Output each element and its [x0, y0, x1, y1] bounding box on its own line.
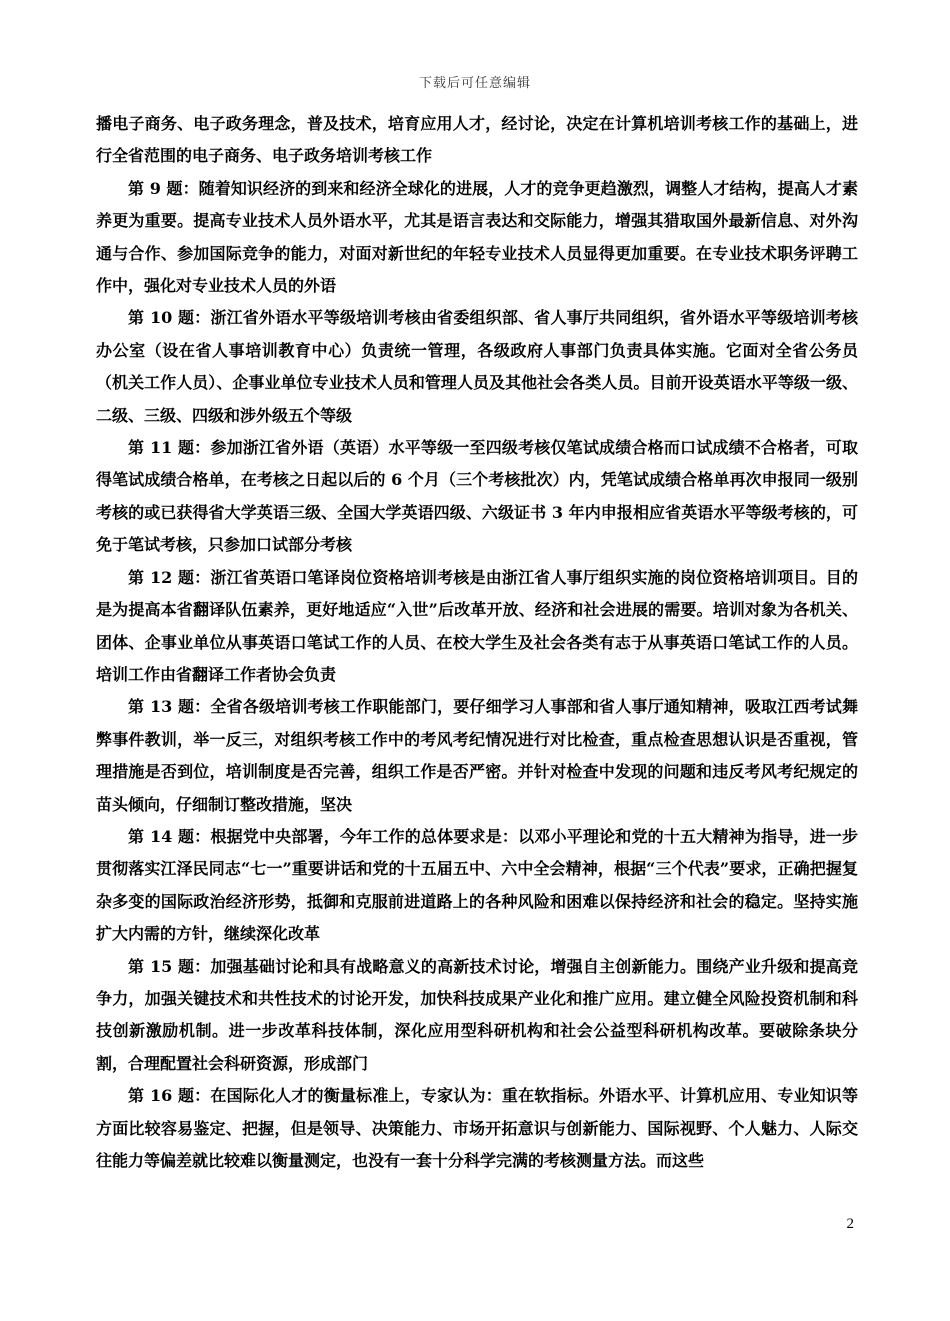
document-body: [96, 108, 858, 1177]
paragraph-question-16: 第 16 题：在国际化人才的衡量标准上，专家认为：重在软指标。外语水平、计算机应用、专业知识等方面比较容易鉴定、把握，但是领导、决策能力、市场开拓意识与创新能力、国际视野、个人魅力、人际交往能力等偏差就比较难以衡量测定，也没有一套十分科学完满的考核测量方法。而这些: [96, 1086, 858, 1170]
paragraph-question-11: 第 11 题：参加浙江省外语（英语）水平等级一至四级考核仅笔试成绩合格而口试成绩不合格者，可取得笔试成绩合格单，在考核之日起以后的 6 个月（三个考核批次）内，凭笔试成绩合格单再次申报同一级别考核的或已获得省大学英语三级、全国大学英语四级、六级证书 3 年内申报相应省英语水平等级考核的，可免于笔试考核，只参加口试部分考核: [96, 438, 858, 555]
paragraph-question-12: 第 12 题：浙江省英语口笔译岗位资格培训考核是由浙江省人事厅组织实施的岗位资格培训项目。目的是为提高本省翻译队伍素养，更好地适应“入世”后改革开放、经济和社会进展的需要。培训对象为各机关、团体、企事业单位从事英语口笔试工作的人员、在校大学生及社会各类有志于从事英语口笔试工作的人员。培训工作由省翻译工作者协会负责: [96, 567, 858, 684]
page-header: 下载后可任意编辑: [418, 76, 531, 91]
paragraph-question-15: 第 15 题：加强基础讨论和具有战略意义的高新技术讨论，增强自主创新能力。围绕产业升级和提高竞争力，加强关键技术和共性技术的讨论开发，加快科技成果产业化和推广应用。建立健全风险投资机制和科技创新激励机制。进一步改革科技体制，深化应用型科研机构和社会公益型科研机构改革。要破除条块分割，合理配置社会科研资源，形成部门: [96, 956, 858, 1073]
paragraph-continuation: 播电子商务、电子政务理念，普及技术，培育应用人才，经讨论，决定在计算机培训考核工作的基础上，进行全省范围的电子商务、电子政务培训考核工作: [96, 114, 858, 166]
paragraph-question-10: 第 10 题：浙江省外语水平等级培训考核由省委组织部、省人事厅共同组织，省外语水平等级培训考核办公室（设在省人事培训教育中心）负责统一管理，各级政府人事部门负责具体实施。它面对全省公务员（机关工作人员）、企事业单位专业技术人员和管理人员及其他社会各类人员。目前开设英语水平等级一级、二级、三级、四级和涉外级五个等级: [96, 308, 858, 425]
page-number: 2: [846, 1216, 854, 1232]
paragraph-question-13: 第 13 题：全省各级培训考核工作职能部门，要仔细学习人事部和省人事厅通知精神，吸取江西考试舞弊事件教训，举一反三，对组织考核工作中的考风考纪情况进行对比检查，重点检查思想认识是否重视，管理措施是否到位，培训制度是否完善，组织工作是否严密。并针对检查中发现的问题和违反考风考纪规定的苗头倾向，仔细制订整改措施，坚决: [96, 697, 858, 814]
paragraph-question-9: 第 9 题：随着知识经济的到来和经济全球化的进展，人才的竞争更趋激烈，调整人才结构，提高人才素养更为重要。提高专业技术人员外语水平，尤其是语言表达和交际能力，增强其猎取国外最新信息、对外沟通与合作、参加国际竞争的能力，对面对新世纪的年轻专业技术人员显得更加重要。在专业技术职务评聘工作中，强化对专业技术人员的外语: [96, 178, 858, 296]
paragraph-question-14: 第 14 题：根据党中央部署，今年工作的总体要求是：以邓小平理论和党的十五大精神为指导，进一步贯彻落实江泽民同志“七一”重要讲话和党的十五届五中、六中全会精神，根据“三个代表”要求，正确把握复杂多变的国际政治经济形势，抵御和克服前进道路上的各种风险和困难以保持经济和社会的稳定。坚持实施扩大内需的方针，继续深化改革: [96, 826, 858, 944]
